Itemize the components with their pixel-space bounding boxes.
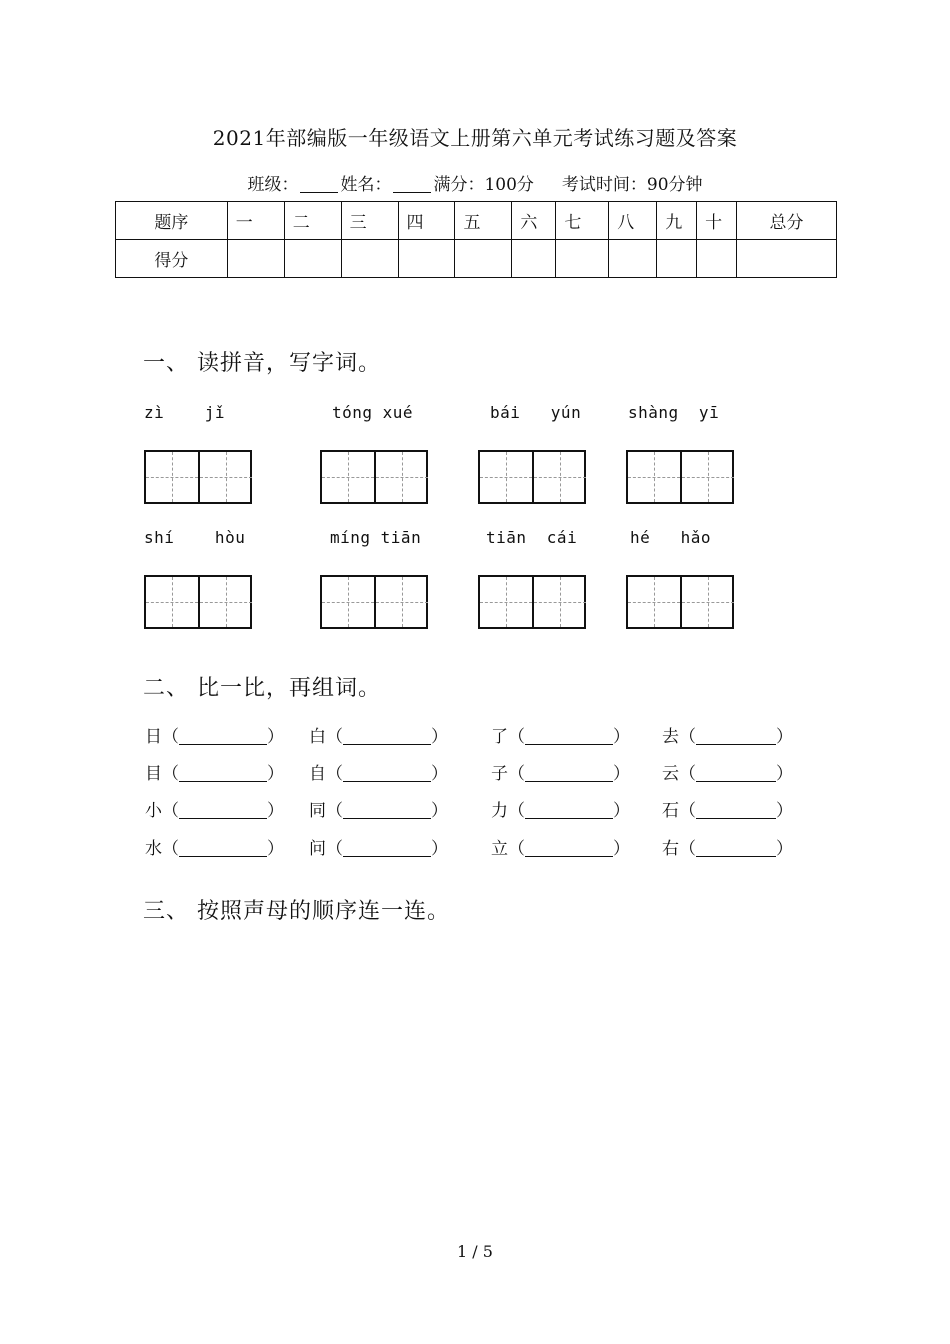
name-blank [393,178,431,193]
score-cell: 总分 [737,202,837,240]
pinyin-label: hé hǎo [630,528,712,547]
writing-grid[interactable] [320,450,428,504]
score-input-cell[interactable] [512,240,556,278]
compare-item[interactable]: 了（ ） [491,727,630,747]
compare-item[interactable]: 力（ ） [491,801,630,821]
score-cell: 八 [609,202,657,240]
exam-info-line [0,170,950,195]
page-title: 2021年部编版一年级语文上册第六单元考试练习题及答案 [212,126,738,150]
compare-item[interactable]: 日（ ） [145,727,284,747]
score-table-score-row [116,240,837,278]
score-cell: 七 [556,202,609,240]
writing-grid[interactable] [144,575,252,629]
writing-grid[interactable] [320,575,428,629]
score-input-cell[interactable] [398,240,455,278]
score-input-cell[interactable] [455,240,512,278]
compare-item[interactable]: 问（ ） [309,839,448,859]
section2-heading: 二、 比一比，再组词。 [143,676,381,701]
score-cell: 二 [284,202,341,240]
score-input-cell[interactable] [341,240,398,278]
class-blank [300,178,338,193]
exam-time: 考试时间：90分钟 [561,175,703,195]
score-cell: 四 [398,202,455,240]
writing-grid[interactable] [626,450,734,504]
full-score: 满分：100分 [433,175,534,195]
pinyin-label: zì jǐ [144,403,226,422]
compare-item[interactable]: 白（ ） [309,727,448,747]
score-cell: 十 [697,202,737,240]
pinyin-label: shí hòu [144,528,246,547]
class-label: 班级： [247,175,299,195]
score-input-cell[interactable] [737,240,837,278]
writing-grid[interactable] [478,450,586,504]
score-cell: 九 [657,202,697,240]
score-table [115,201,837,278]
pinyin-label: tóng xué [332,403,414,422]
compare-item[interactable]: 目（ ） [145,764,284,784]
score-cell: 五 [455,202,512,240]
section3-heading: 三、 按照声母的顺序连一连。 [143,899,450,924]
writing-grid[interactable] [478,575,586,629]
section1-heading: 一、 读拼音，写字词。 [143,351,381,376]
score-cell: 题序 [116,202,228,240]
pinyin-label: míng tiān [330,528,422,547]
compare-item[interactable]: 小（ ） [145,801,284,821]
score-cell: 六 [512,202,556,240]
compare-item[interactable]: 子（ ） [491,764,630,784]
score-row-label: 得分 [116,240,228,278]
score-input-cell[interactable] [609,240,657,278]
compare-item[interactable]: 云（ ） [662,764,793,784]
writing-grid[interactable] [144,450,252,504]
compare-item[interactable]: 石（ ） [662,801,793,821]
score-input-cell[interactable] [227,240,284,278]
compare-item[interactable]: 水（ ） [145,839,284,859]
compare-item[interactable]: 去（ ） [662,727,793,747]
score-cell: 三 [341,202,398,240]
score-input-cell[interactable] [657,240,697,278]
score-table-header-row [116,202,837,240]
score-input-cell[interactable] [697,240,737,278]
compare-item[interactable]: 自（ ） [309,764,448,784]
compare-item[interactable]: 右（ ） [662,839,793,859]
score-input-cell[interactable] [284,240,341,278]
compare-item[interactable]: 同（ ） [309,801,448,821]
pinyin-label: bái yún [490,403,582,422]
writing-grid[interactable] [626,575,734,629]
page-number: 1 / 5 [457,1242,493,1261]
score-cell: 一 [227,202,284,240]
name-label: 姓名： [340,175,392,195]
score-input-cell[interactable] [556,240,609,278]
compare-item[interactable]: 立（ ） [491,839,630,859]
pinyin-label: shàng yī [628,403,720,422]
pinyin-label: tiān cái [486,528,578,547]
